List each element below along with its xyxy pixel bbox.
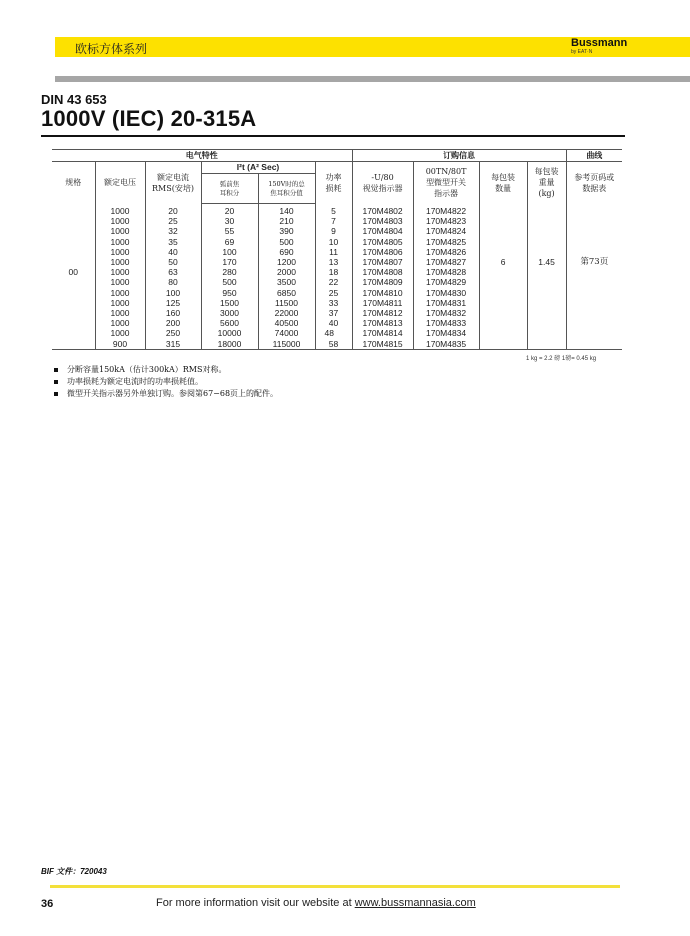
cell-microswitch: 170M4824 [413,226,479,236]
cell-size [52,247,95,257]
cell-current: 80 [145,277,201,287]
cell-microswitch: 170M4823 [413,216,479,226]
spec-table [52,149,622,350]
cell-power-loss: 58 [315,339,352,350]
cell-microswitch: 170M4828 [413,267,479,277]
col-pack-weight-l3: (kg) [538,189,555,199]
cell-size [52,318,95,328]
cell-i2t-total: 140 [258,204,315,217]
header-divider [55,76,690,82]
spec-table-body [52,204,622,350]
brand-logo [571,38,627,55]
cell-current: 20 [145,204,201,217]
cell-visual: 170M4814 [352,328,413,338]
cell-pack-weight [527,288,566,298]
col-rated-current-l1: 额定电流 [157,172,189,182]
col-reference [566,162,622,204]
cell-microswitch: 170M4832 [413,308,479,318]
cell-i2t-total: 210 [258,216,315,226]
cell-microswitch: 170M4822 [413,204,479,217]
cell-size [52,298,95,308]
bullet-icon [54,368,58,372]
col-i2t-total-l2: 焦耳积分值 [270,188,303,197]
cell-reference [566,277,622,287]
col-rated-voltage: 额定电压 [95,162,145,204]
cell-size [52,277,95,287]
cell-current: 40 [145,247,201,257]
bullet-icon [54,380,58,384]
cell-pack-weight [527,339,566,350]
cell-pack-qty [479,226,527,236]
cell-i2t-total: 74000 [258,328,315,338]
cell-voltage: 1000 [95,204,145,217]
cell-voltage: 1000 [95,226,145,236]
cell-current: 63 [145,267,201,277]
cell-i2t-prearc: 18000 [201,339,258,350]
cell-power-loss: 13 [315,257,352,267]
cell-pack-weight [527,237,566,247]
note-text: 分断容量150kA（估计300kA）RMS对称。 [67,365,227,374]
cell-reference: 第73页 [566,257,622,267]
cell-size [52,288,95,298]
cell-microswitch: 170M4833 [413,318,479,328]
cell-pack-qty [479,298,527,308]
cell-power-loss: 18 [315,267,352,277]
col-power-loss-l1: 功率 [325,172,342,182]
col-i2t-prearc-l1: 弧前焦 [219,179,240,188]
cell-pack-qty [479,247,527,257]
page-title: 1000V (IEC) 20-315A [41,106,257,131]
cell-i2t-total: 40500 [258,318,315,328]
cell-i2t-prearc: 170 [201,257,258,267]
cell-voltage: 1000 [95,277,145,287]
footer-info [156,897,476,909]
cell-power-loss: 37 [315,308,352,318]
cell-pack-qty [479,277,527,287]
cell-pack-qty: 6 [479,257,527,267]
cell-power-loss: 40 [315,318,352,328]
cell-current: 32 [145,226,201,236]
cell-microswitch: 170M4826 [413,247,479,257]
cell-power-loss: 25 [315,288,352,298]
cell-voltage: 1000 [95,247,145,257]
group-electrical: 电气特性 [52,150,352,162]
cell-current: 125 [145,298,201,308]
cell-i2t-prearc: 950 [201,288,258,298]
cell-voltage: 1000 [95,216,145,226]
footer-rule [50,885,620,888]
cell-pack-qty [479,308,527,318]
cell-voltage: 1000 [95,237,145,247]
cell-i2t-prearc: 20 [201,204,258,217]
cell-visual: 170M4804 [352,226,413,236]
cell-i2t-total: 11500 [258,298,315,308]
col-rated-current [145,162,201,204]
cell-reference [566,204,622,217]
unit-conversion-note: 1 kg = 2.2 磅 1磅= 0.45 kg [526,356,597,362]
table-row [52,318,622,328]
cell-i2t-total: 500 [258,237,315,247]
cell-pack-weight [527,308,566,318]
col-pack-qty-l2: 数量 [495,183,512,193]
cell-i2t-prearc: 10000 [201,328,258,338]
col-size: 规格 [65,178,82,188]
cell-voltage: 1000 [95,298,145,308]
group-ordering: 订购信息 [352,150,566,162]
cell-pack-weight [527,267,566,277]
cell-pack-qty [479,339,527,350]
cell-microswitch: 170M4825 [413,237,479,247]
cell-visual: 170M4808 [352,267,413,277]
cell-microswitch: 170M4835 [413,339,479,350]
header-band [55,37,690,57]
cell-current: 100 [145,288,201,298]
cell-voltage: 1000 [95,308,145,318]
col-pack-weight [527,162,566,204]
cell-reference [566,339,622,350]
col-rated-current-l2: RMS(安培) [152,183,194,193]
cell-current: 315 [145,339,201,350]
cell-reference [566,288,622,298]
table-row [52,247,622,257]
page-number: 36 [41,898,54,910]
col-reference-l2: 数据表 [582,183,607,193]
cell-i2t-total: 3500 [258,277,315,287]
group-curves: 曲线 [566,150,622,162]
cell-power-loss: 33 [315,298,352,308]
cell-pack-weight [527,328,566,338]
cell-size [52,328,95,338]
table-row [52,308,622,318]
note-text: 功率损耗为额定电流时的功率损耗值。 [67,377,203,386]
cell-voltage: 1000 [95,318,145,328]
cell-i2t-total: 2000 [258,267,315,277]
footer-info-text: For more information visit our website at [156,897,355,909]
cell-i2t-prearc: 55 [201,226,258,236]
table-row [52,216,622,226]
cell-visual: 170M4813 [352,318,413,328]
cell-i2t-prearc: 280 [201,267,258,277]
cell-microswitch: 170M4829 [413,277,479,287]
title-rule [41,135,625,137]
notes-list [52,364,278,400]
col-visual-l1: -U/80 [371,172,394,182]
cell-reference [566,226,622,236]
cell-visual: 170M4815 [352,339,413,350]
col-pack-qty [479,162,527,204]
brand-name: Bussmann [571,37,628,49]
table-row [52,277,622,287]
cell-size [52,204,95,217]
table-row [52,288,622,298]
col-i2t-prearc-l2: 耳积分 [219,188,240,197]
cell-power-loss: 48 [315,328,352,338]
col-microswitch [413,162,479,204]
cell-voltage: 1000 [95,257,145,267]
col-reference-l1: 参考页码或 [574,172,615,182]
cell-reference [566,308,622,318]
cell-visual: 170M4812 [352,308,413,318]
cell-pack-weight [527,277,566,287]
cell-pack-weight [527,226,566,236]
website-link[interactable]: www.bussmannasia.com [354,897,476,909]
cell-reference [566,328,622,338]
note-item [52,364,278,376]
cell-i2t-prearc: 1500 [201,298,258,308]
cell-voltage: 1000 [95,267,145,277]
cell-voltage: 1000 [95,328,145,338]
cell-pack-weight [527,247,566,257]
col-i2t-total [258,174,315,204]
bif-file-number: BIF 文件：720043 [41,867,107,876]
cell-voltage: 900 [95,339,145,350]
cell-power-loss: 22 [315,277,352,287]
table-row [52,267,622,277]
col-microswitch-l3: 指示器 [434,189,459,199]
table-row [52,237,622,247]
cell-size [52,308,95,318]
cell-microswitch: 170M4827 [413,257,479,267]
note-item [52,388,278,400]
cell-reference [566,267,622,277]
cell-power-loss: 10 [315,237,352,247]
cell-pack-weight: 1.45 [527,257,566,267]
cell-pack-qty [479,267,527,277]
col-i2t-total-l1: 150V时的总 [268,179,305,188]
cell-i2t-total: 115000 [258,339,315,350]
section-title: 欧标方体系列 [75,42,148,56]
cell-i2t-total: 22000 [258,308,315,318]
cell-i2t-total: 390 [258,226,315,236]
cell-size: 00 [68,267,78,278]
standard-label: DIN 43 653 [41,92,107,107]
col-i2t: I²t (A² Sec) [201,162,315,174]
cell-i2t-prearc: 500 [201,277,258,287]
table-row [52,204,622,217]
cell-i2t-prearc: 30 [201,216,258,226]
cell-power-loss: 7 [315,216,352,226]
cell-current: 35 [145,237,201,247]
cell-voltage: 1000 [95,288,145,298]
cell-size [52,216,95,226]
cell-reference [566,237,622,247]
cell-reference [566,247,622,257]
cell-power-loss: 11 [315,247,352,257]
note-item [52,376,278,388]
table-row [52,257,622,267]
cell-pack-qty [479,318,527,328]
col-visual [352,162,413,204]
col-visual-l2: 视觉指示器 [362,183,403,193]
cell-visual: 170M4807 [352,257,413,267]
cell-microswitch: 170M4831 [413,298,479,308]
cell-pack-qty [479,204,527,217]
cell-reference [566,318,622,328]
col-pack-weight-l2: 重量 [538,178,555,188]
cell-reference [566,216,622,226]
cell-reference [566,298,622,308]
col-power-loss [315,162,352,204]
cell-current: 25 [145,216,201,226]
cell-power-loss: 9 [315,226,352,236]
table-row [52,339,622,350]
cell-pack-qty [479,216,527,226]
cell-pack-weight [527,298,566,308]
cell-i2t-prearc: 69 [201,237,258,247]
cell-power-loss: 5 [315,204,352,217]
col-microswitch-l1: 00TN/80T [425,167,467,177]
cell-visual: 170M4810 [352,288,413,298]
cell-size [52,237,95,247]
cell-pack-weight [527,204,566,217]
cell-visual: 170M4809 [352,277,413,287]
cell-size [52,257,95,267]
cell-visual: 170M4802 [352,204,413,217]
cell-microswitch: 170M4830 [413,288,479,298]
table-row [52,226,622,236]
cell-i2t-total: 6850 [258,288,315,298]
cell-i2t-total: 1200 [258,257,315,267]
bullet-icon [54,392,58,396]
cell-size [52,226,95,236]
brand-sub: by EAT·N [571,49,593,55]
cell-pack-qty [479,237,527,247]
cell-pack-weight [527,216,566,226]
cell-microswitch: 170M4834 [413,328,479,338]
table-row [52,328,622,338]
cell-visual: 170M4803 [352,216,413,226]
cell-pack-weight [527,318,566,328]
col-pack-qty-l1: 每包装 [491,172,516,182]
cell-i2t-total: 690 [258,247,315,257]
cell-visual: 170M4811 [352,298,413,308]
table-row [52,298,622,308]
cell-i2t-prearc: 100 [201,247,258,257]
cell-current: 160 [145,308,201,318]
cell-i2t-prearc: 5600 [201,318,258,328]
cell-i2t-prearc: 3000 [201,308,258,318]
cell-current: 250 [145,328,201,338]
cell-visual: 170M4806 [352,247,413,257]
col-pack-weight-l1: 每包装 [534,167,559,177]
cell-current: 200 [145,318,201,328]
cell-pack-qty [479,328,527,338]
cell-current: 50 [145,257,201,267]
col-i2t-prearc [201,174,258,204]
cell-size [52,339,95,350]
col-microswitch-l2: 型微型开关 [426,178,467,188]
note-text: 微型开关指示器另外单独订购。参阅第67−68页上的配件。 [67,389,279,398]
cell-pack-qty [479,288,527,298]
col-power-loss-l2: 损耗 [325,183,342,193]
cell-visual: 170M4805 [352,237,413,247]
